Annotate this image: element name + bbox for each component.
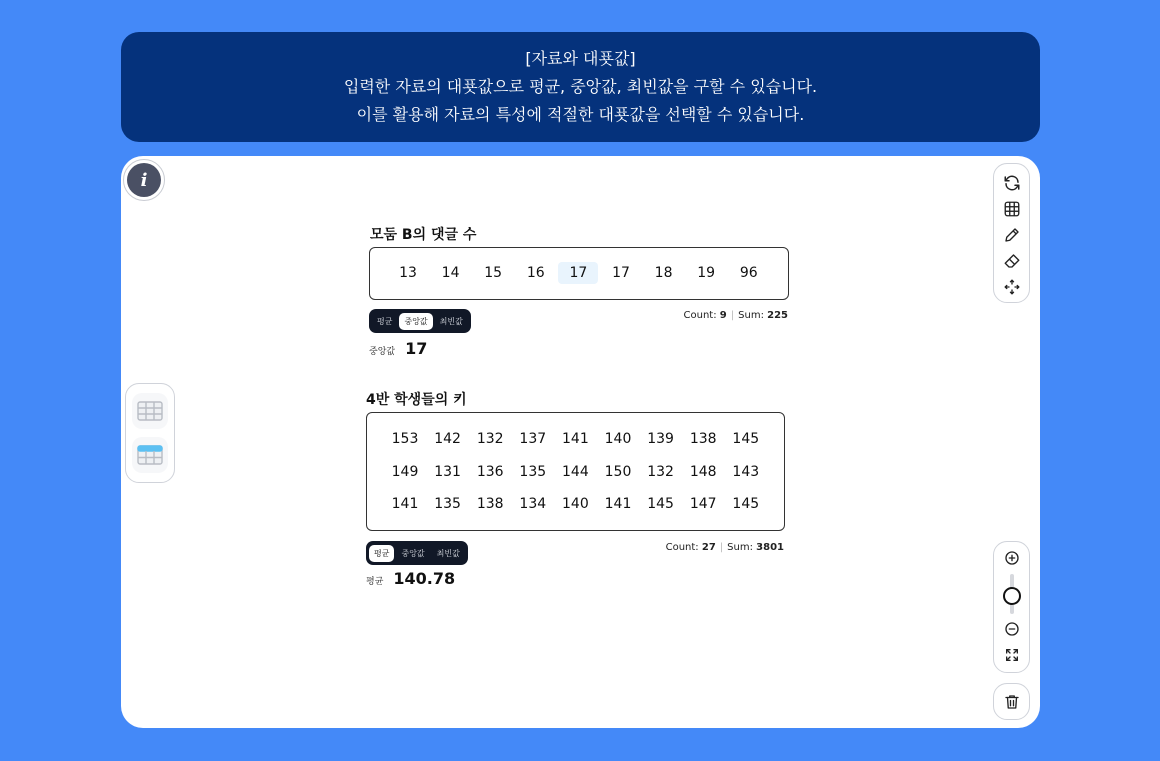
data-value-cell[interactable]: 135 [519,463,547,480]
data-value-cell[interactable]: 144 [562,463,589,480]
card1-stats: Count: 9 | Sum: 225 [683,310,788,321]
sum-value: 225 [767,310,788,321]
data-value-cell[interactable]: 141 [604,496,632,512]
eraser-icon[interactable] [999,248,1025,274]
card2-data-box[interactable] [366,412,785,531]
data-value-cell[interactable]: 141 [391,496,419,512]
card2-measure-toggle [366,541,468,565]
data-value-cell[interactable]: 148 [689,463,717,480]
grid-icon[interactable] [999,196,1025,222]
banner-line-1: 입력한 자료의 대푯값으로 평균, 중앙값, 최빈값을 구할 수 있습니다. [343,77,818,96]
card1-measure-toggle [369,309,471,333]
data-value-cell[interactable]: 140 [604,431,632,447]
result-label: 중앙값 [369,347,396,357]
data-value-cell[interactable]: 15 [484,265,503,281]
table-header-icon[interactable] [132,437,168,473]
result-label: 평균 [366,577,384,587]
sum-label: Sum: [727,542,753,553]
instruction-banner [121,32,1040,142]
data-value-cell[interactable]: 17 [558,262,598,284]
data-value-cell[interactable]: 132 [476,431,504,447]
banner-line-2: 이를 활용해 자료의 특성에 적절한 대푯값을 선택할 수 있습니다. [356,105,805,124]
data-value-cell[interactable]: 14 [441,265,460,281]
data-value-cell[interactable]: 131 [434,463,461,480]
info-button[interactable] [123,159,165,201]
zoom-panel [993,541,1030,673]
move-icon[interactable] [999,274,1025,300]
data-value-cell[interactable]: 138 [476,496,504,512]
data-value-cell[interactable]: 16 [526,265,545,281]
data-value-cell[interactable]: 150 [604,463,632,480]
data-value-cell[interactable]: 145 [647,496,674,512]
banner-title: [자료와 대푯값] [525,49,636,68]
measure-option-1[interactable]: 중앙값 [401,548,425,558]
data-value-cell[interactable]: 13 [399,265,417,281]
data-value-cell[interactable]: 17 [612,265,630,281]
card1-data-box[interactable] [369,247,789,300]
result-value: 17 [405,339,428,358]
data-value-cell[interactable]: 139 [647,431,674,447]
card1-result [369,339,427,358]
data-value-cell[interactable]: 140 [562,496,589,512]
table-icon[interactable] [132,393,168,429]
fit-screen-icon[interactable] [1000,643,1024,667]
table-panel [125,383,175,483]
card2-result [366,569,455,588]
zoom-out-icon[interactable] [1000,617,1024,641]
count-label: Count: [665,542,699,553]
sum-value: 3801 [756,542,784,553]
count-value: 9 [719,310,727,321]
data-value-cell[interactable]: 138 [689,431,717,447]
data-value-cell[interactable]: 135 [434,496,461,512]
count-value: 27 [701,542,716,553]
data-value-cell[interactable]: 153 [391,431,419,447]
data-value-cell[interactable]: 147 [689,496,717,512]
measure-option-1[interactable]: 중앙값 [399,313,432,330]
data-value-cell[interactable]: 143 [732,463,760,480]
data-value-cell[interactable]: 145 [732,496,760,512]
result-value: 140.78 [393,569,456,588]
data-value-cell[interactable]: 137 [519,431,547,447]
data-value-cell[interactable]: 149 [391,463,419,480]
zoom-in-icon[interactable] [1000,546,1024,570]
trash-icon [1003,693,1021,711]
zoom-slider-handle[interactable] [1003,587,1021,605]
measure-option-0[interactable]: 평균 [377,316,393,326]
card1-title: 모둠 B의 댓글 수 [370,227,477,243]
data-value-cell[interactable]: 19 [697,265,716,281]
tool-palette [993,163,1030,303]
data-value-cell[interactable]: 134 [519,496,547,512]
data-value-cell[interactable]: 145 [732,431,760,447]
sum-label: Sum: [738,310,764,321]
measure-option-0[interactable]: 평균 [369,545,394,562]
data-value-cell[interactable]: 136 [476,463,504,480]
data-value-cell[interactable]: 141 [562,431,589,447]
refresh-icon[interactable] [999,170,1025,196]
info-icon: i [127,163,161,197]
count-label: Count: [683,310,717,321]
card2-stats: Count: 27 | Sum: 3801 [665,542,784,553]
data-value-cell[interactable]: 132 [647,463,674,480]
card2-title: 4반 학생들의 키 [366,392,467,408]
data-value-cell[interactable]: 18 [654,265,673,281]
measure-option-2[interactable]: 최빈값 [439,316,463,326]
pencil-icon[interactable] [999,222,1025,248]
data-value-cell[interactable]: 142 [434,431,461,447]
measure-option-2[interactable]: 최빈값 [436,548,460,558]
delete-button[interactable] [993,683,1030,720]
data-value-cell[interactable]: 96 [739,265,758,281]
